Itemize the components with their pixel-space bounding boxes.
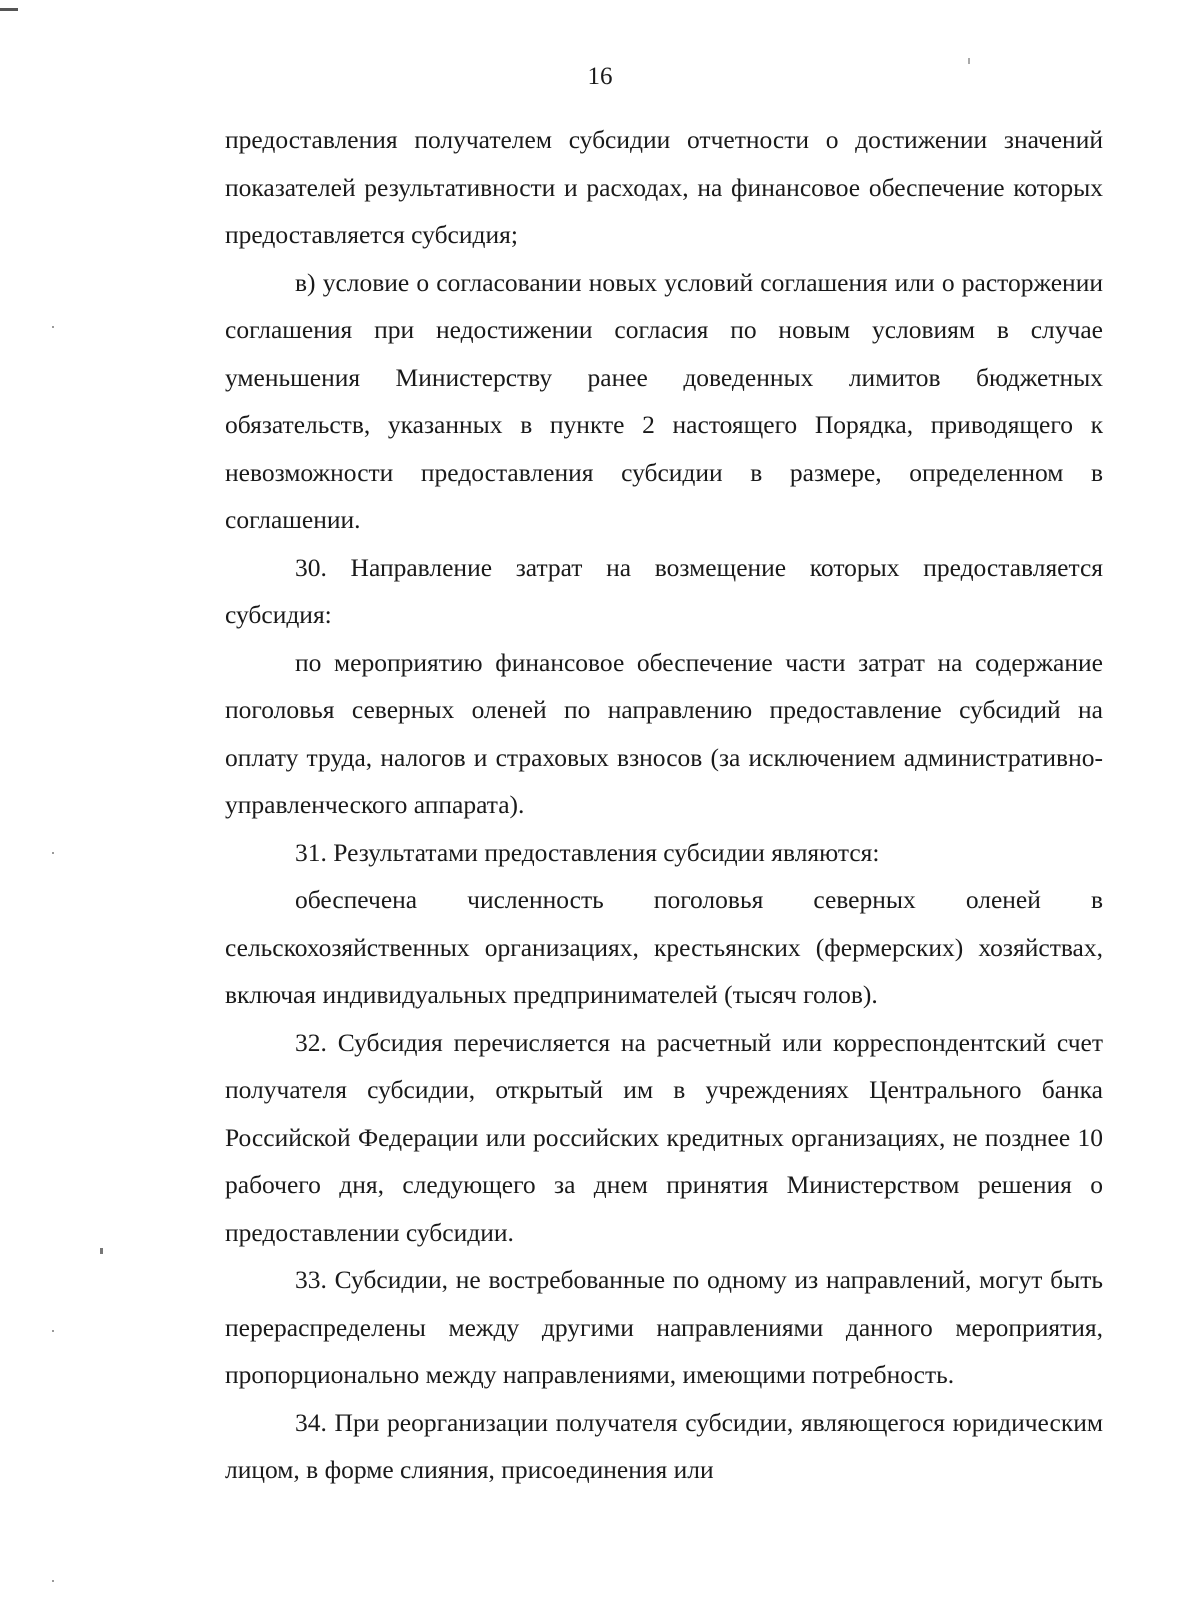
scan-artifact xyxy=(52,1580,54,1582)
scan-artifact xyxy=(52,326,54,328)
paragraph-33: 33. Субсидии, не востребованные по одному из направлений, могут быть перераспределены между другими направлениями данного мероприятия, пропорционально между направлениями, имеющими потребность. xyxy=(225,1265,1103,1389)
paragraph-30: 30. Направление затрат на возмещение которых предоставляется субсидия: xyxy=(225,552,1103,629)
paragraph-32: 32. Субсидия перечисляется на расчетный или корреспондентский счет получателя субсидии, открытый им в учреждениях Центрального банка Российской Федерации или российских кредитных организациях, не позднее 10 рабочего дня, следующего за днем принятия Министерством решения о предоставлении субсидии. xyxy=(225,1027,1103,1247)
paragraph-34: 34. При реорганизации получателя субсидии, являющегося юридическим лицом, в форме слияния, присоединения или xyxy=(225,1407,1103,1484)
page-number: 16 xyxy=(587,63,613,90)
scan-artifact xyxy=(52,1330,54,1332)
document-body xyxy=(225,116,1103,1494)
paragraph-item-v: в) условие о согласовании новых условий соглашения или о расторжении соглашения при недостижении согласия по новым условиям в случае уменьшения Министерству ранее доведенных лимитов бюджетных обязательств, указанных в пункте 2 настоящего Порядка, приводящего к невозможности предоставления субсидии в размере, определенном в соглашении. xyxy=(225,267,1103,534)
scan-artifact xyxy=(52,852,54,854)
scan-artifact xyxy=(100,1248,103,1254)
paragraph-continuation: предоставления получателем субсидии отчетности о достижении значений показателей результативности и расходах, на финансовое обеспечение которых предоставляется субсидия; xyxy=(225,125,1103,249)
paragraph-31-detail: обеспечена численность поголовья северных оленей в сельскохозяйственных организациях, крестьянских (фермерских) хозяйствах, включая индивидуальных предпринимателей (тысяч голов). xyxy=(225,885,1103,1009)
paragraph-30-detail: по мероприятию финансовое обеспечение части затрат на содержание поголовья северных оленей по направлению предоставление субсидий на оплату труда, налогов и страховых взносов (за исключением административно-управленческого аппарата). xyxy=(225,647,1103,819)
scan-artifact xyxy=(0,8,18,11)
paragraph-31: 31. Результатами предоставления субсидии являются: xyxy=(295,837,880,867)
